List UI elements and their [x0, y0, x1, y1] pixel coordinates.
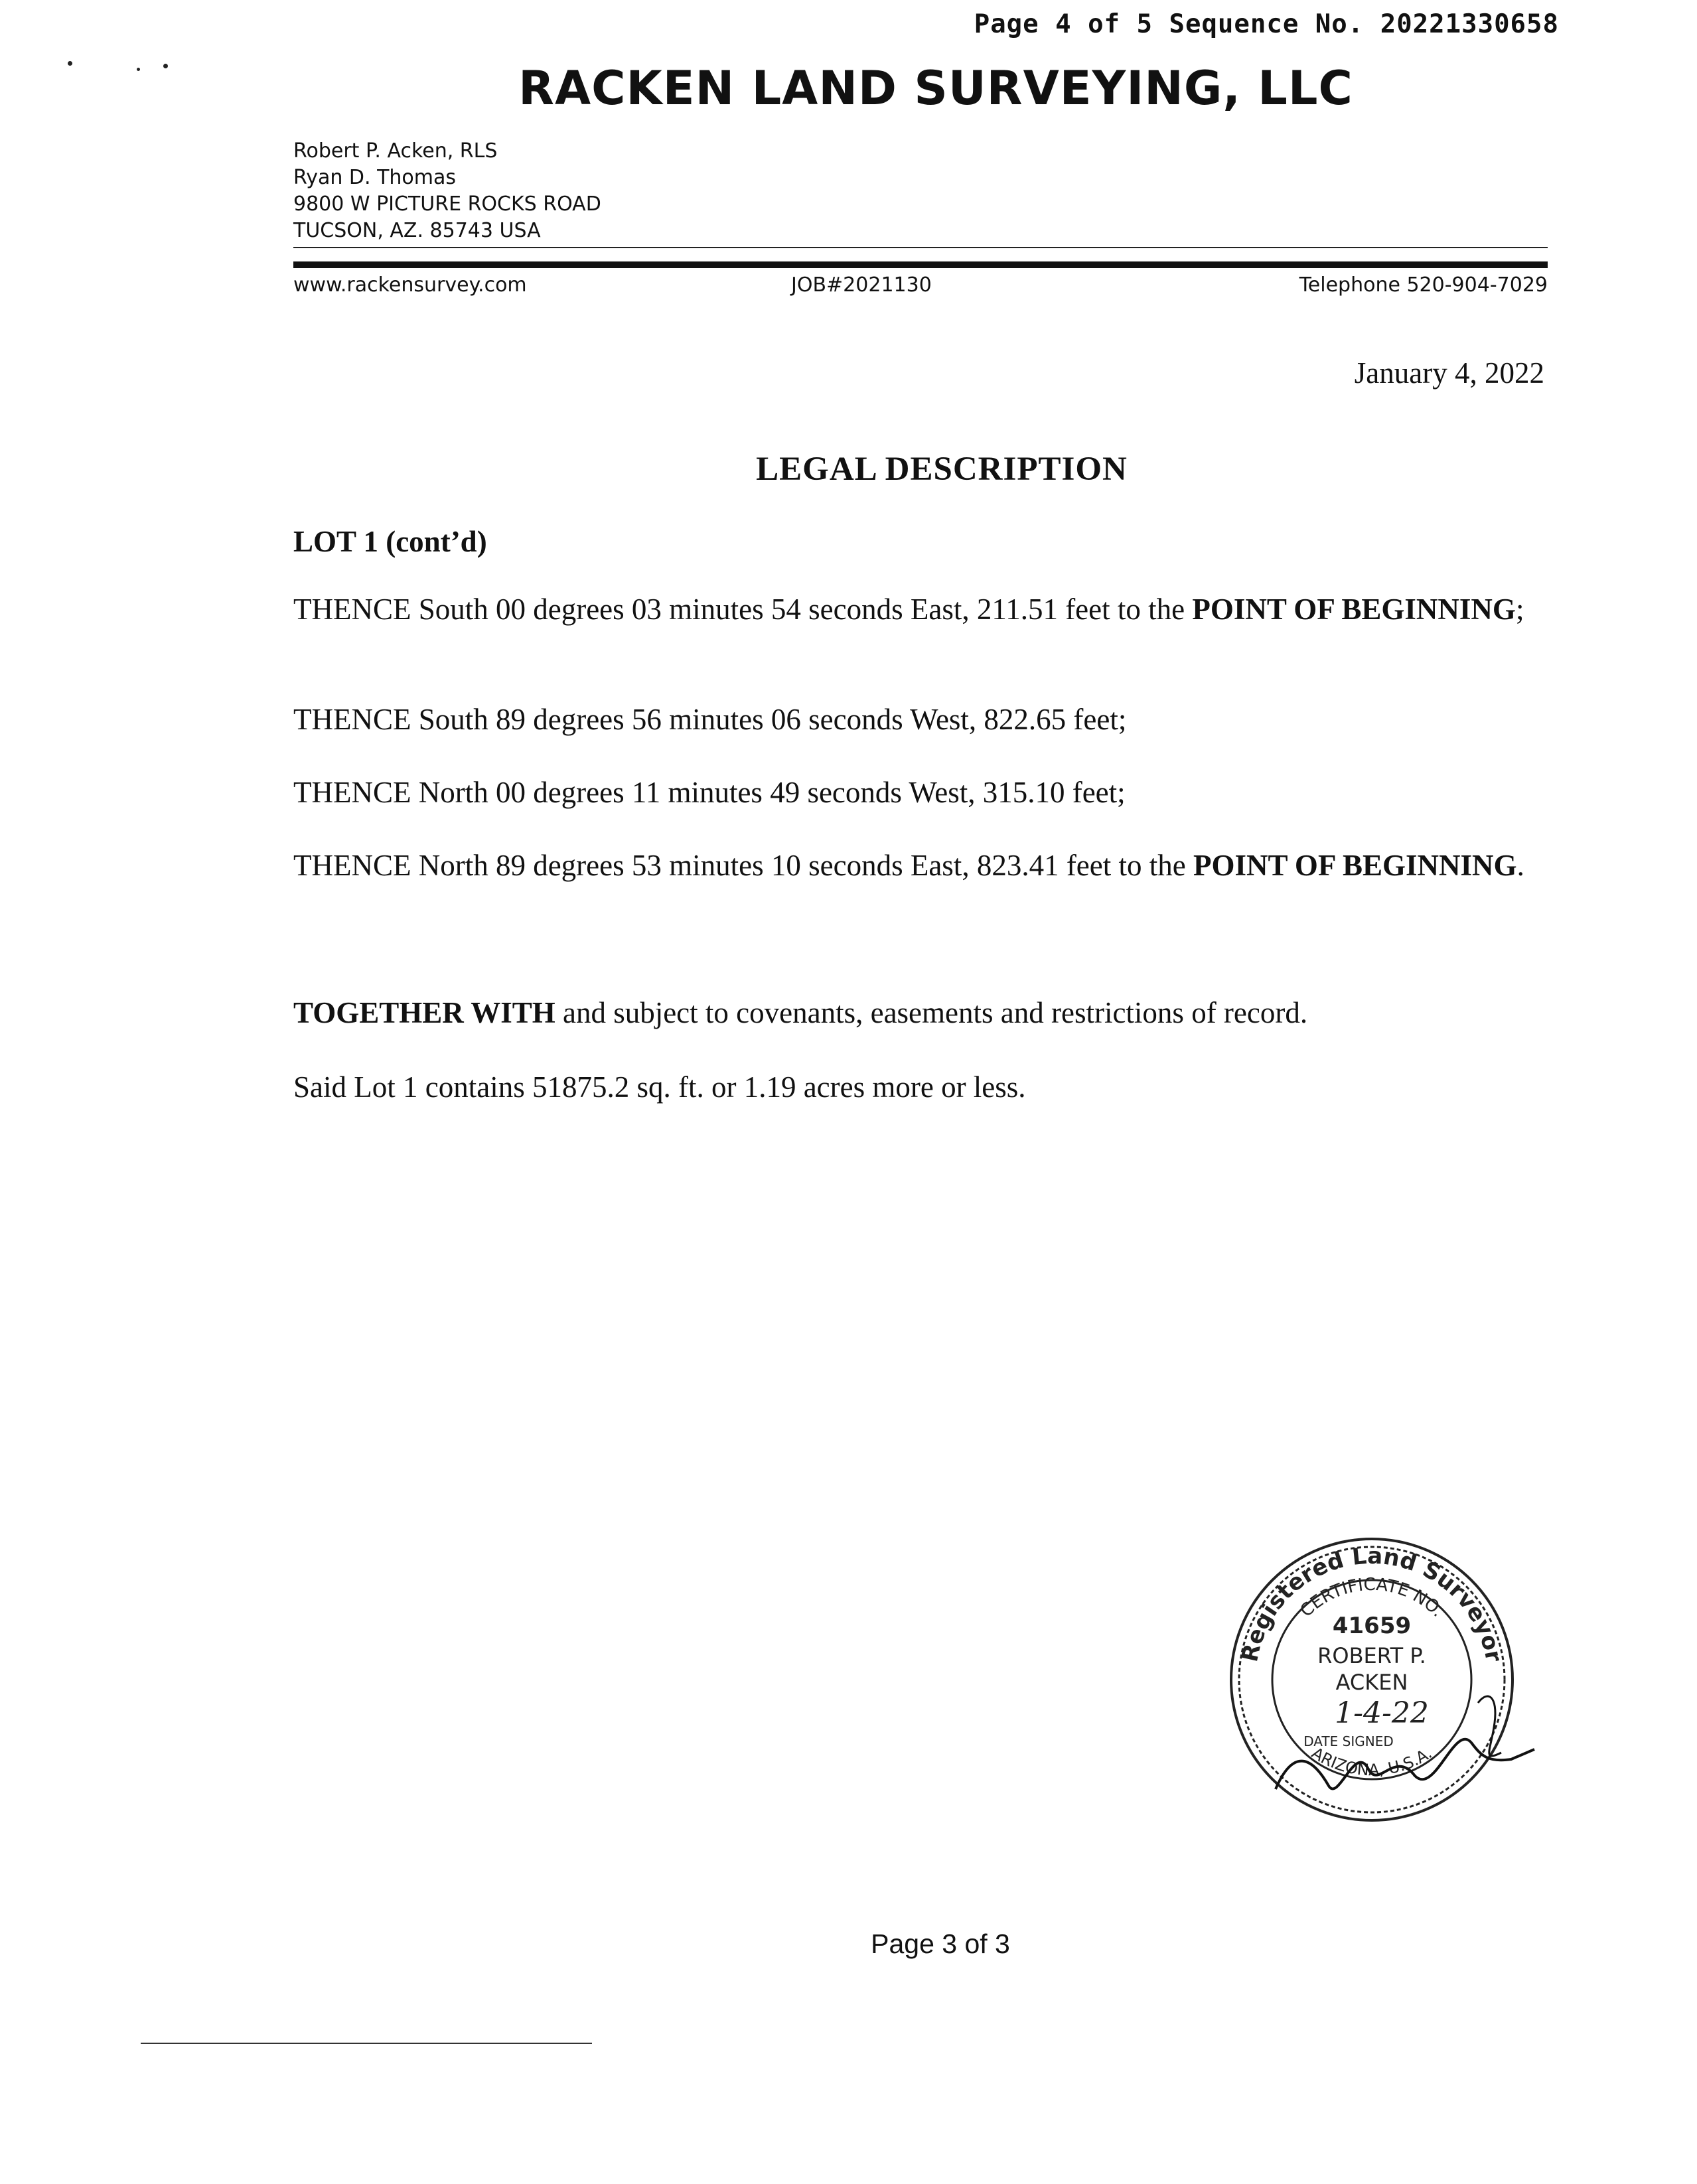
seal-name-line: ACKEN: [1335, 1670, 1408, 1695]
legal-paragraph: [293, 847, 1548, 884]
surveyor-seal: [1216, 1524, 1541, 1822]
letterhead-rule-thick: [293, 261, 1548, 268]
address-line: Ryan D. Thomas: [293, 166, 456, 189]
legal-paragraph: THENCE North 00 degrees 11 minutes 49 seconds West, 315.10 feet;: [293, 776, 1126, 809]
contact-row: [293, 273, 1548, 303]
paragraph-tail: .: [1516, 849, 1524, 882]
paragraph-text: THENCE North 89 degrees 53 minutes 10 seconds East, 823.41 feet to the: [293, 849, 1193, 882]
seal-state-text: ARIZONA, U.S.A.: [1308, 1743, 1436, 1780]
lot-heading: LOT 1 (cont’d): [293, 525, 487, 558]
address-line: Robert P. Acken, RLS: [293, 139, 498, 163]
paragraph-bold: POINT OF BEGINNING: [1193, 849, 1517, 882]
paragraph-bold: POINT OF BEGINNING: [1192, 593, 1516, 626]
page-footer: Page 3 of 3: [871, 1929, 1010, 1959]
paragraph-text: THENCE South 00 degrees 03 minutes 54 seconds East, 211.51 feet to the: [293, 593, 1193, 626]
document-title: LEGAL DESCRIPTION: [756, 451, 1128, 488]
seal-certificate-number: 41659: [1332, 1613, 1412, 1639]
website-link[interactable]: www.rackensurvey.com: [293, 273, 527, 297]
paragraph-bold: TOGETHER WITH: [293, 996, 555, 1029]
seal-date-label: DATE SIGNED: [1303, 1733, 1394, 1749]
paragraph-tail: ;: [1515, 593, 1524, 626]
company-name: RACKEN LAND SURVEYING, LLC: [518, 61, 1353, 115]
recording-header: Page 4 of 5 Sequence No. 20221330658: [974, 9, 1559, 39]
legal-paragraph: THENCE South 89 degrees 56 minutes 06 seconds West, 822.65 feet;: [293, 703, 1127, 736]
paragraph-text: and subject to covenants, easements and restrictions of record.: [555, 996, 1308, 1029]
seal-date-signed: 1-4-22: [1335, 1696, 1429, 1730]
address-line: 9800 W PICTURE ROCKS ROAD: [293, 192, 601, 216]
footer-rule: [141, 2043, 592, 2044]
document-date: January 4, 2022: [1354, 356, 1544, 390]
company-address: [293, 138, 601, 244]
signature-flourish: [1478, 1696, 1501, 1756]
seal-name-line: ROBERT P.: [1317, 1643, 1426, 1668]
seal-certificate-label: CERTIFICATE NO.: [1296, 1574, 1448, 1621]
legal-paragraph: [293, 591, 1548, 628]
legal-paragraph: Said Lot 1 contains 51875.2 sq. ft. or 1.19 acres more or less.: [293, 1070, 1026, 1104]
telephone: Telephone 520-904-7029: [1299, 273, 1548, 297]
letterhead-rule-thin: [293, 247, 1548, 248]
address-line: TUCSON, AZ. 85743 USA: [293, 219, 541, 242]
seal-outer-text: Registered Land Surveyor: [1236, 1542, 1507, 1664]
legal-paragraph: [293, 994, 1548, 1031]
job-number: JOB#2021130: [791, 273, 932, 297]
